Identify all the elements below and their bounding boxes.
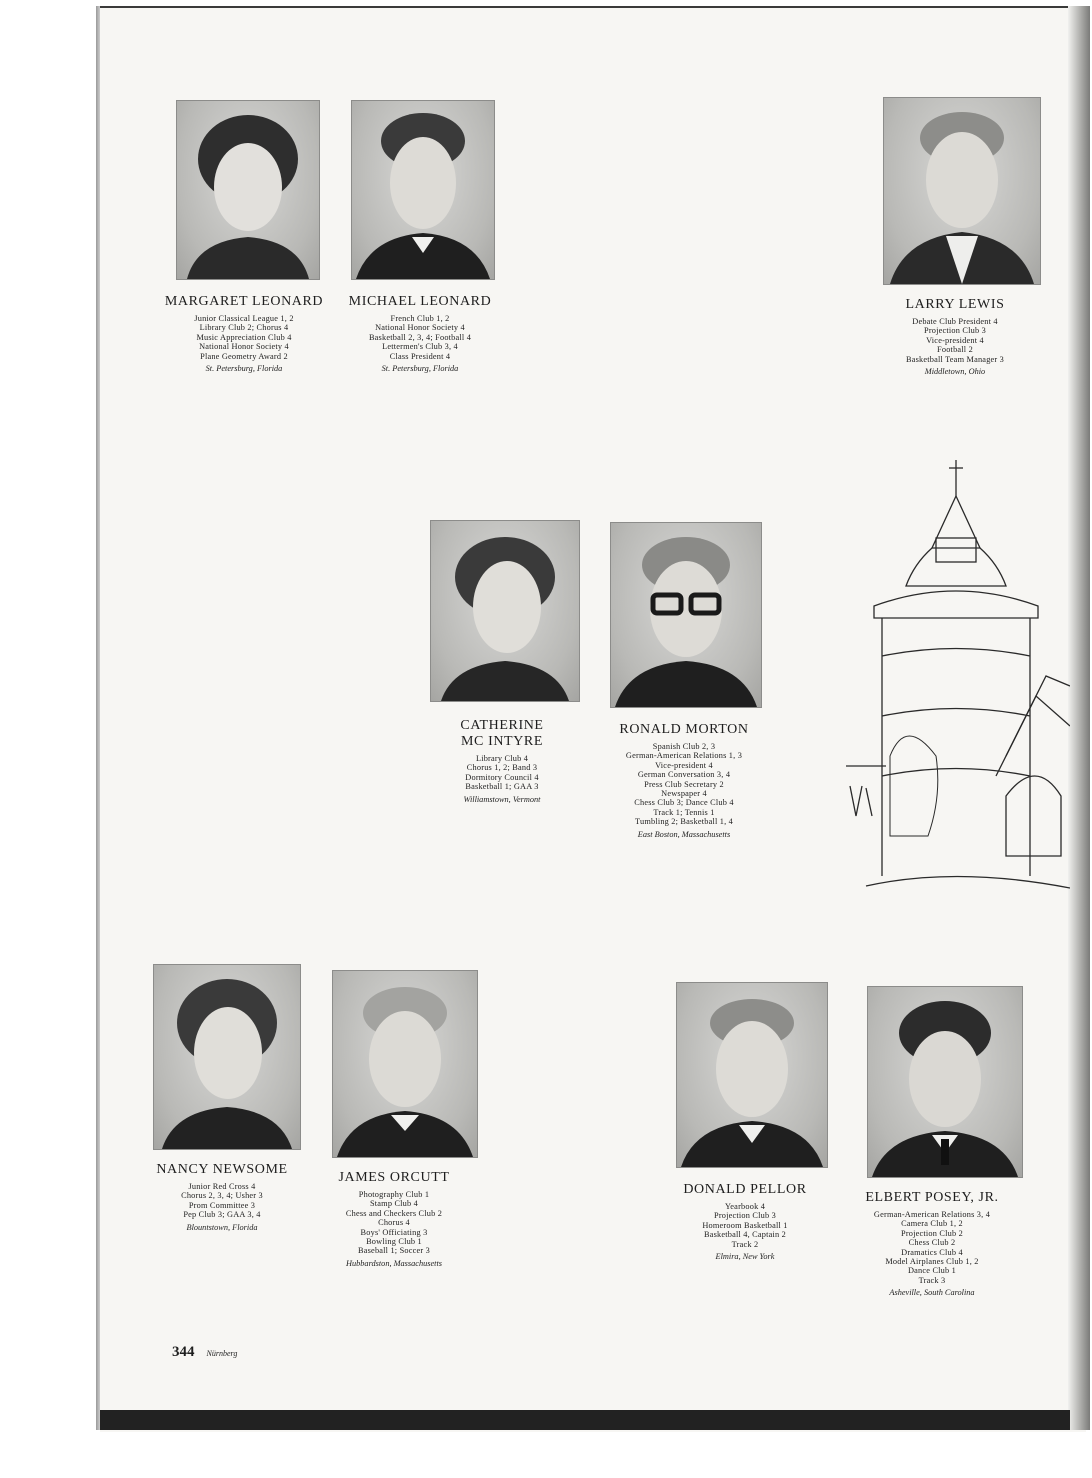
hometown: St. Petersburg, Florida [381, 364, 459, 374]
photo-james-orcutt [332, 970, 478, 1158]
student-name: RONALD MORTON [619, 722, 749, 737]
student-name: DONALD PELLOR [683, 1182, 807, 1197]
student-entry-elbert-posey [832, 1190, 1032, 1298]
activity-line: National Honor Society 4 [199, 342, 289, 352]
tower-sketch-illustration [846, 456, 1070, 906]
activity-line: Track 2 [731, 1239, 759, 1249]
student-entry-michael-leonard [320, 294, 520, 374]
activity-line: Dance Club 1 [907, 1266, 957, 1276]
photo-catherine-mcintyre [430, 520, 580, 702]
activity-line: Junior Classical League 1, 2 [194, 314, 294, 323]
activity-line: Homeroom Basketball 1 [702, 1220, 788, 1230]
student-entry-donald-pellor [645, 1182, 845, 1262]
page-bottom-shadow [100, 1410, 1070, 1430]
activity-line: Baseball 1; Soccer 3 [358, 1246, 430, 1256]
hometown: Blountstown, Florida [186, 1222, 258, 1232]
activity-line: Yearbook 4 [724, 1202, 766, 1211]
photo-margaret-leonard [176, 100, 320, 280]
activity-line: Football 2 [937, 345, 973, 355]
activity-line: Track 1; Tennis 1 [653, 807, 715, 817]
activity-line: Bowling Club 1 [366, 1237, 422, 1247]
hometown: East Boston, Massachusetts [637, 829, 731, 839]
student-name: ELBERT POSEY, JR. [865, 1190, 999, 1205]
activity-line: Chess and Checkers Club 2 [345, 1208, 443, 1218]
activity-line: German-American Relations 1, 3 [625, 751, 743, 761]
activity-line: Stamp Club 4 [369, 1199, 419, 1209]
activity-line: Newspaper 4 [661, 789, 707, 799]
student-name: LARRY LEWIS [905, 297, 1005, 312]
activity-line: Projection Club 2 [901, 1228, 963, 1238]
activity-line: Press Club Secretary 2 [644, 779, 724, 789]
activity-line: Basketball Team Manager 3 [905, 354, 1005, 364]
activity-line: Model Airplanes Club 1, 2 [885, 1257, 979, 1267]
hometown: Asheville, South Carolina [889, 1288, 975, 1298]
activity-line: Projection Club 3 [924, 326, 986, 336]
activity-line: Track 3 [918, 1275, 946, 1285]
page-footer [172, 1343, 237, 1361]
activity-line: Pep Club 3; GAA 3, 4 [183, 1210, 261, 1220]
activity-line: Library Club 2; Chorus 4 [199, 323, 289, 333]
activity-line: Basketball 2, 3, 4; Football 4 [368, 332, 472, 342]
activity-line: Library Club 4 [475, 754, 529, 763]
hometown: Elmira, New York [715, 1252, 775, 1262]
student-entry-nancy-newsome [122, 1162, 322, 1233]
activity-line: Plane Geometry Award 2 [200, 351, 288, 361]
student-entry-catherine-mcintyre [402, 718, 602, 805]
photo-michael-leonard [351, 100, 495, 280]
student-name-line: MC INTYRE [460, 734, 543, 749]
activity-line: Camera Club 1, 2 [901, 1219, 963, 1229]
activity-line: Debate Club President 4 [912, 317, 998, 326]
hometown: Hubbardston, Massachusetts [345, 1258, 443, 1268]
activity-line: Lettermen's Club 3, 4 [382, 342, 458, 352]
student-entry-ronald-morton [584, 722, 784, 840]
activity-line: Projection Club 3 [714, 1211, 776, 1221]
student-name: NANCY NEWSOME [156, 1162, 288, 1177]
activity-line: Chorus 2, 3, 4; Usher 3 [181, 1191, 263, 1201]
activity-line: German Conversation 3, 4 [637, 770, 731, 780]
activity-line: National Honor Society 4 [375, 323, 465, 333]
activity-line: Chorus 4 [378, 1218, 410, 1228]
activity-line: French Club 1, 2 [390, 314, 450, 323]
student-name-line: CATHERINE [460, 718, 544, 733]
page-section-label: Nürnberg [206, 1349, 238, 1358]
activity-line: Photography Club 1 [358, 1190, 430, 1199]
activity-line: Boys' Officiating 3 [360, 1227, 428, 1237]
student-entry-margaret-leonard [144, 294, 344, 374]
photo-ronald-morton [610, 522, 762, 708]
activity-line: Chess Club 3; Dance Club 4 [634, 798, 734, 808]
activity-line: Dramatics Club 4 [901, 1247, 963, 1257]
student-entry-larry-lewis [855, 297, 1055, 377]
activity-line: Vice-president 4 [926, 335, 984, 345]
page-binding-edge [1068, 6, 1090, 1430]
hometown: Williamstown, Vermont [463, 794, 541, 804]
hometown: Middletown, Ohio [924, 367, 986, 377]
photo-nancy-newsome [153, 964, 301, 1150]
activity-line: German-American Relations 3, 4 [873, 1210, 991, 1219]
activity-line: Music Appreciation Club 4 [196, 332, 292, 342]
activity-line: Chorus 1, 2; Band 3 [466, 763, 538, 773]
activity-line: Tumbling 2; Basketball 1, 4 [635, 817, 733, 827]
activity-line: Prom Committee 3 [188, 1200, 256, 1210]
photo-donald-pellor [676, 982, 828, 1168]
student-name: MICHAEL LEONARD [348, 294, 492, 309]
activity-line: Dormitory Council 4 [465, 772, 539, 782]
activity-line: Spanish Club 2, 3 [652, 742, 716, 751]
photo-larry-lewis [883, 97, 1041, 285]
hometown: St. Petersburg, Florida [205, 364, 283, 374]
photo-elbert-posey [867, 986, 1023, 1178]
student-entry-james-orcutt [294, 1170, 494, 1269]
student-name: JAMES ORCUTT [338, 1170, 450, 1185]
activity-line: Junior Red Cross 4 [188, 1182, 256, 1191]
activity-line: Class President 4 [389, 351, 451, 361]
activity-line: Vice-president 4 [655, 760, 713, 770]
activity-line: Chess Club 2 [908, 1238, 956, 1248]
activity-line: Basketball 4, Captain 2 [703, 1230, 787, 1240]
activity-line: Basketball 1; GAA 3 [465, 782, 539, 792]
student-name: MARGARET LEONARD [164, 294, 324, 309]
student-name [402, 718, 602, 750]
page-number: 344 [172, 1344, 195, 1360]
